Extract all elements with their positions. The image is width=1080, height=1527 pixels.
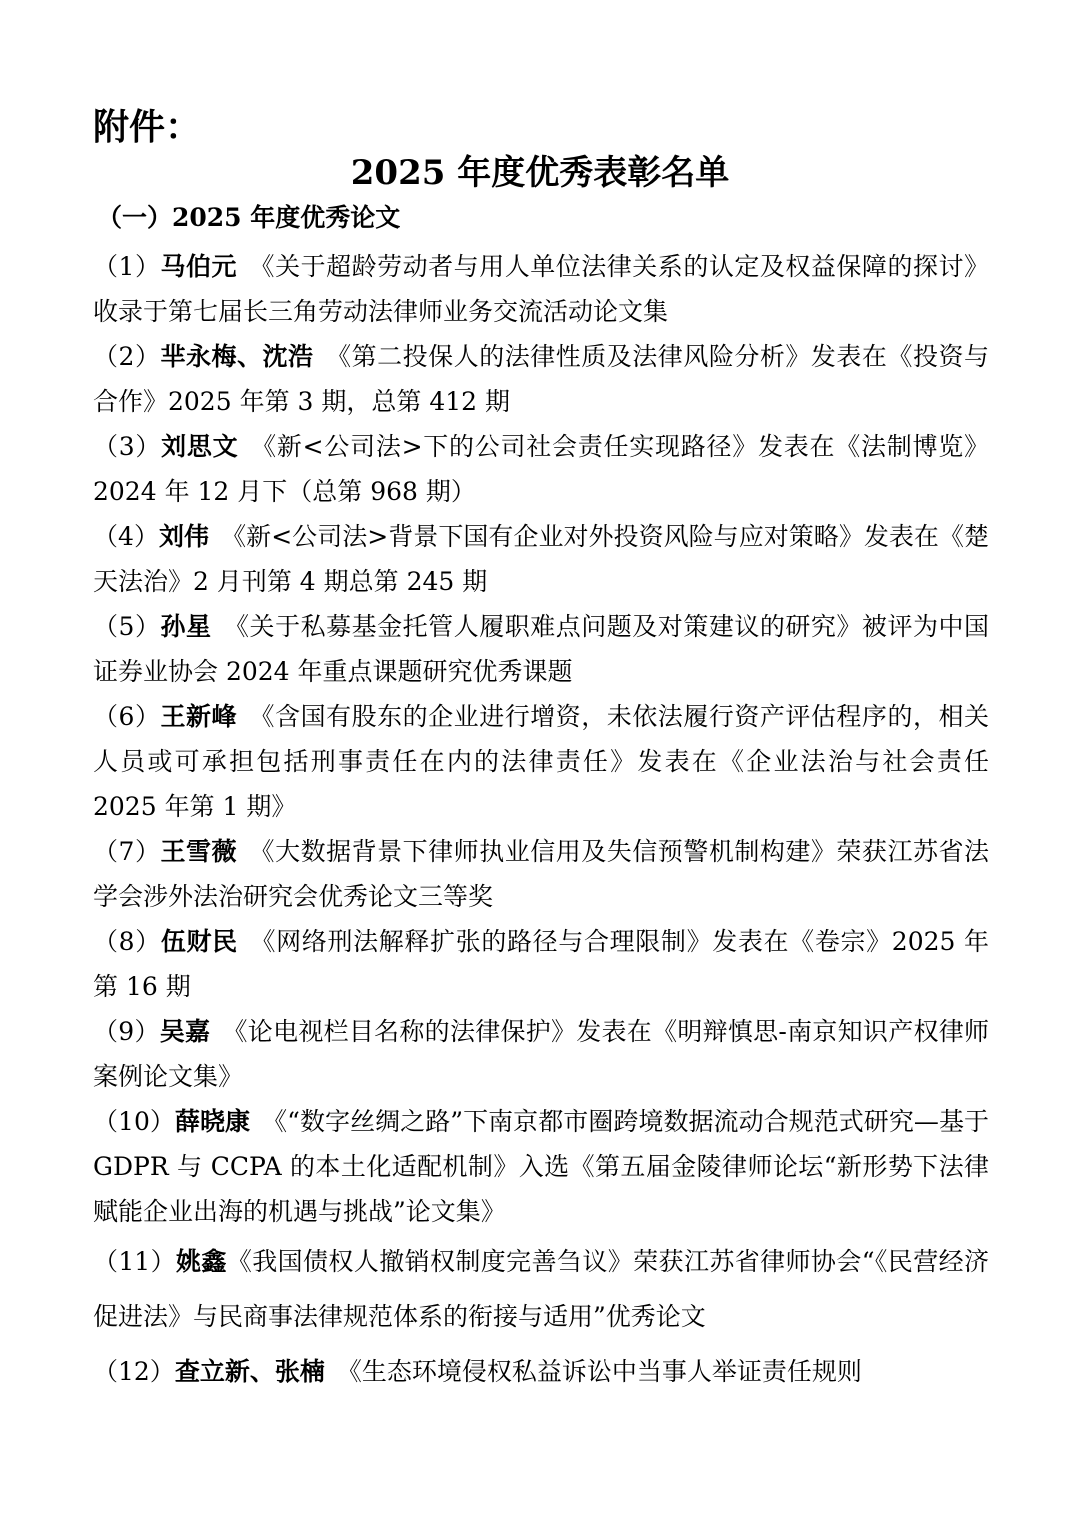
entry-description: 《新<公司法>下的公司社会责任实现路径》发表在《法制博览》2024 年 12 月下（总第 968 期） bbox=[93, 432, 989, 506]
entry-number: （12） bbox=[93, 1357, 175, 1386]
author-name: 孙星 bbox=[160, 612, 212, 641]
entry-description: 《生态环境侵权私益诉讼中当事人举证责任规则 bbox=[336, 1357, 862, 1386]
award-entry-12 bbox=[93, 1344, 989, 1399]
entry-number: （11） bbox=[93, 1247, 177, 1276]
entry-number: （6） bbox=[93, 702, 161, 731]
award-entry-11 bbox=[93, 1234, 989, 1344]
award-list bbox=[93, 244, 989, 1399]
entry-description: 《关于超龄劳动者与用人单位法律关系的认定及权益保障的探讨》收录于第七届长三角劳动法律师业务交流活动论文集 bbox=[93, 252, 989, 326]
entry-description: 《关于私募基金托管人履职难点问题及对策建议的研究》被评为中国证券业协会 2024 年重点课题研究优秀课题 bbox=[93, 612, 990, 686]
author-name: 刘思文 bbox=[161, 432, 239, 461]
entry-description: 《大数据背景下律师执业信用及失信预警机制构建》荣获江苏省法学会涉外法治研究会优秀论文三等奖 bbox=[93, 837, 989, 911]
award-entry-2 bbox=[93, 334, 989, 424]
award-entry-7 bbox=[93, 829, 989, 919]
award-entry-4 bbox=[93, 514, 989, 604]
section-heading: （一）2025 年度优秀论文 bbox=[97, 203, 401, 232]
author-name: 马伯元 bbox=[160, 252, 238, 281]
entry-number: （9） bbox=[93, 1017, 160, 1046]
award-entry-9 bbox=[93, 1009, 989, 1099]
entry-description: 《新<公司法>背景下国有企业对外投资风险与应对策略》发表在《楚天法治》2 月刊第 4 期总第 245 期 bbox=[93, 522, 990, 596]
award-entry-5 bbox=[93, 604, 989, 694]
attachment-label: 附件： bbox=[93, 107, 202, 148]
entry-number: （5） bbox=[93, 612, 161, 641]
entry-description: 《“数字丝绸之路”下南京都市圈跨境数据流动合规范式研究—基于 GDPR 与 CCPA 的本土化适配机制》入选《第五届金陵律师论坛“新形势下法律赋能企业出海的机遇与挑战”论文集》 bbox=[93, 1107, 989, 1226]
entry-description: 《网络刑法解释扩张的路径与合理限制》发表在《卷宗》2025 年第 16 期 bbox=[93, 927, 990, 1001]
document-title: 2025 年度优秀表彰名单 bbox=[350, 153, 730, 193]
author-name: 伍财民 bbox=[160, 927, 238, 956]
author-name: 王新峰 bbox=[160, 702, 238, 731]
award-entry-10 bbox=[93, 1099, 989, 1234]
author-name: 芈永梅、沈浩 bbox=[160, 342, 314, 371]
award-entry-3 bbox=[93, 424, 989, 514]
award-entry-8 bbox=[93, 919, 989, 1009]
author-name: 王雪薇 bbox=[160, 837, 238, 866]
author-name: 姚鑫 bbox=[176, 1247, 227, 1276]
entry-number: （7） bbox=[93, 837, 161, 866]
author-name: 刘伟 bbox=[159, 522, 210, 551]
entry-description: 《论电视栏目名称的法律保护》发表在《明辩慎思-南京知识产权律师案例论文集》 bbox=[93, 1017, 990, 1091]
award-entry-1 bbox=[93, 244, 989, 334]
entry-number: （1） bbox=[93, 252, 161, 281]
author-name: 查立新、张楠 bbox=[174, 1357, 325, 1386]
award-entry-6 bbox=[93, 694, 989, 829]
entry-number: （10） bbox=[93, 1107, 175, 1136]
author-name: 薛晓康 bbox=[174, 1107, 251, 1136]
author-name: 吴嘉 bbox=[159, 1017, 211, 1046]
entry-number: （2） bbox=[93, 342, 161, 371]
entry-number: （8） bbox=[93, 927, 161, 956]
entry-number: （3） bbox=[93, 432, 162, 461]
entry-description: 《含国有股东的企业进行增资，未依法履行资产评估程序的，相关人员或可承担包括刑事责任在内的法律责任》发表在《企业法治与社会责任 2025 年第 1 期》 bbox=[93, 702, 989, 821]
entry-description: 《我国债权人撤销权制度完善刍议》荣获江苏省律师协会“《民营经济促进法》与民商事法律规范体系的衔接与适用”优秀论文 bbox=[93, 1247, 989, 1331]
entry-description: 《第二投保人的法律性质及法律风险分析》发表在《投资与合作》2025 年第 3 期，总第 412 期 bbox=[93, 342, 989, 416]
entry-number: （4） bbox=[93, 522, 160, 551]
